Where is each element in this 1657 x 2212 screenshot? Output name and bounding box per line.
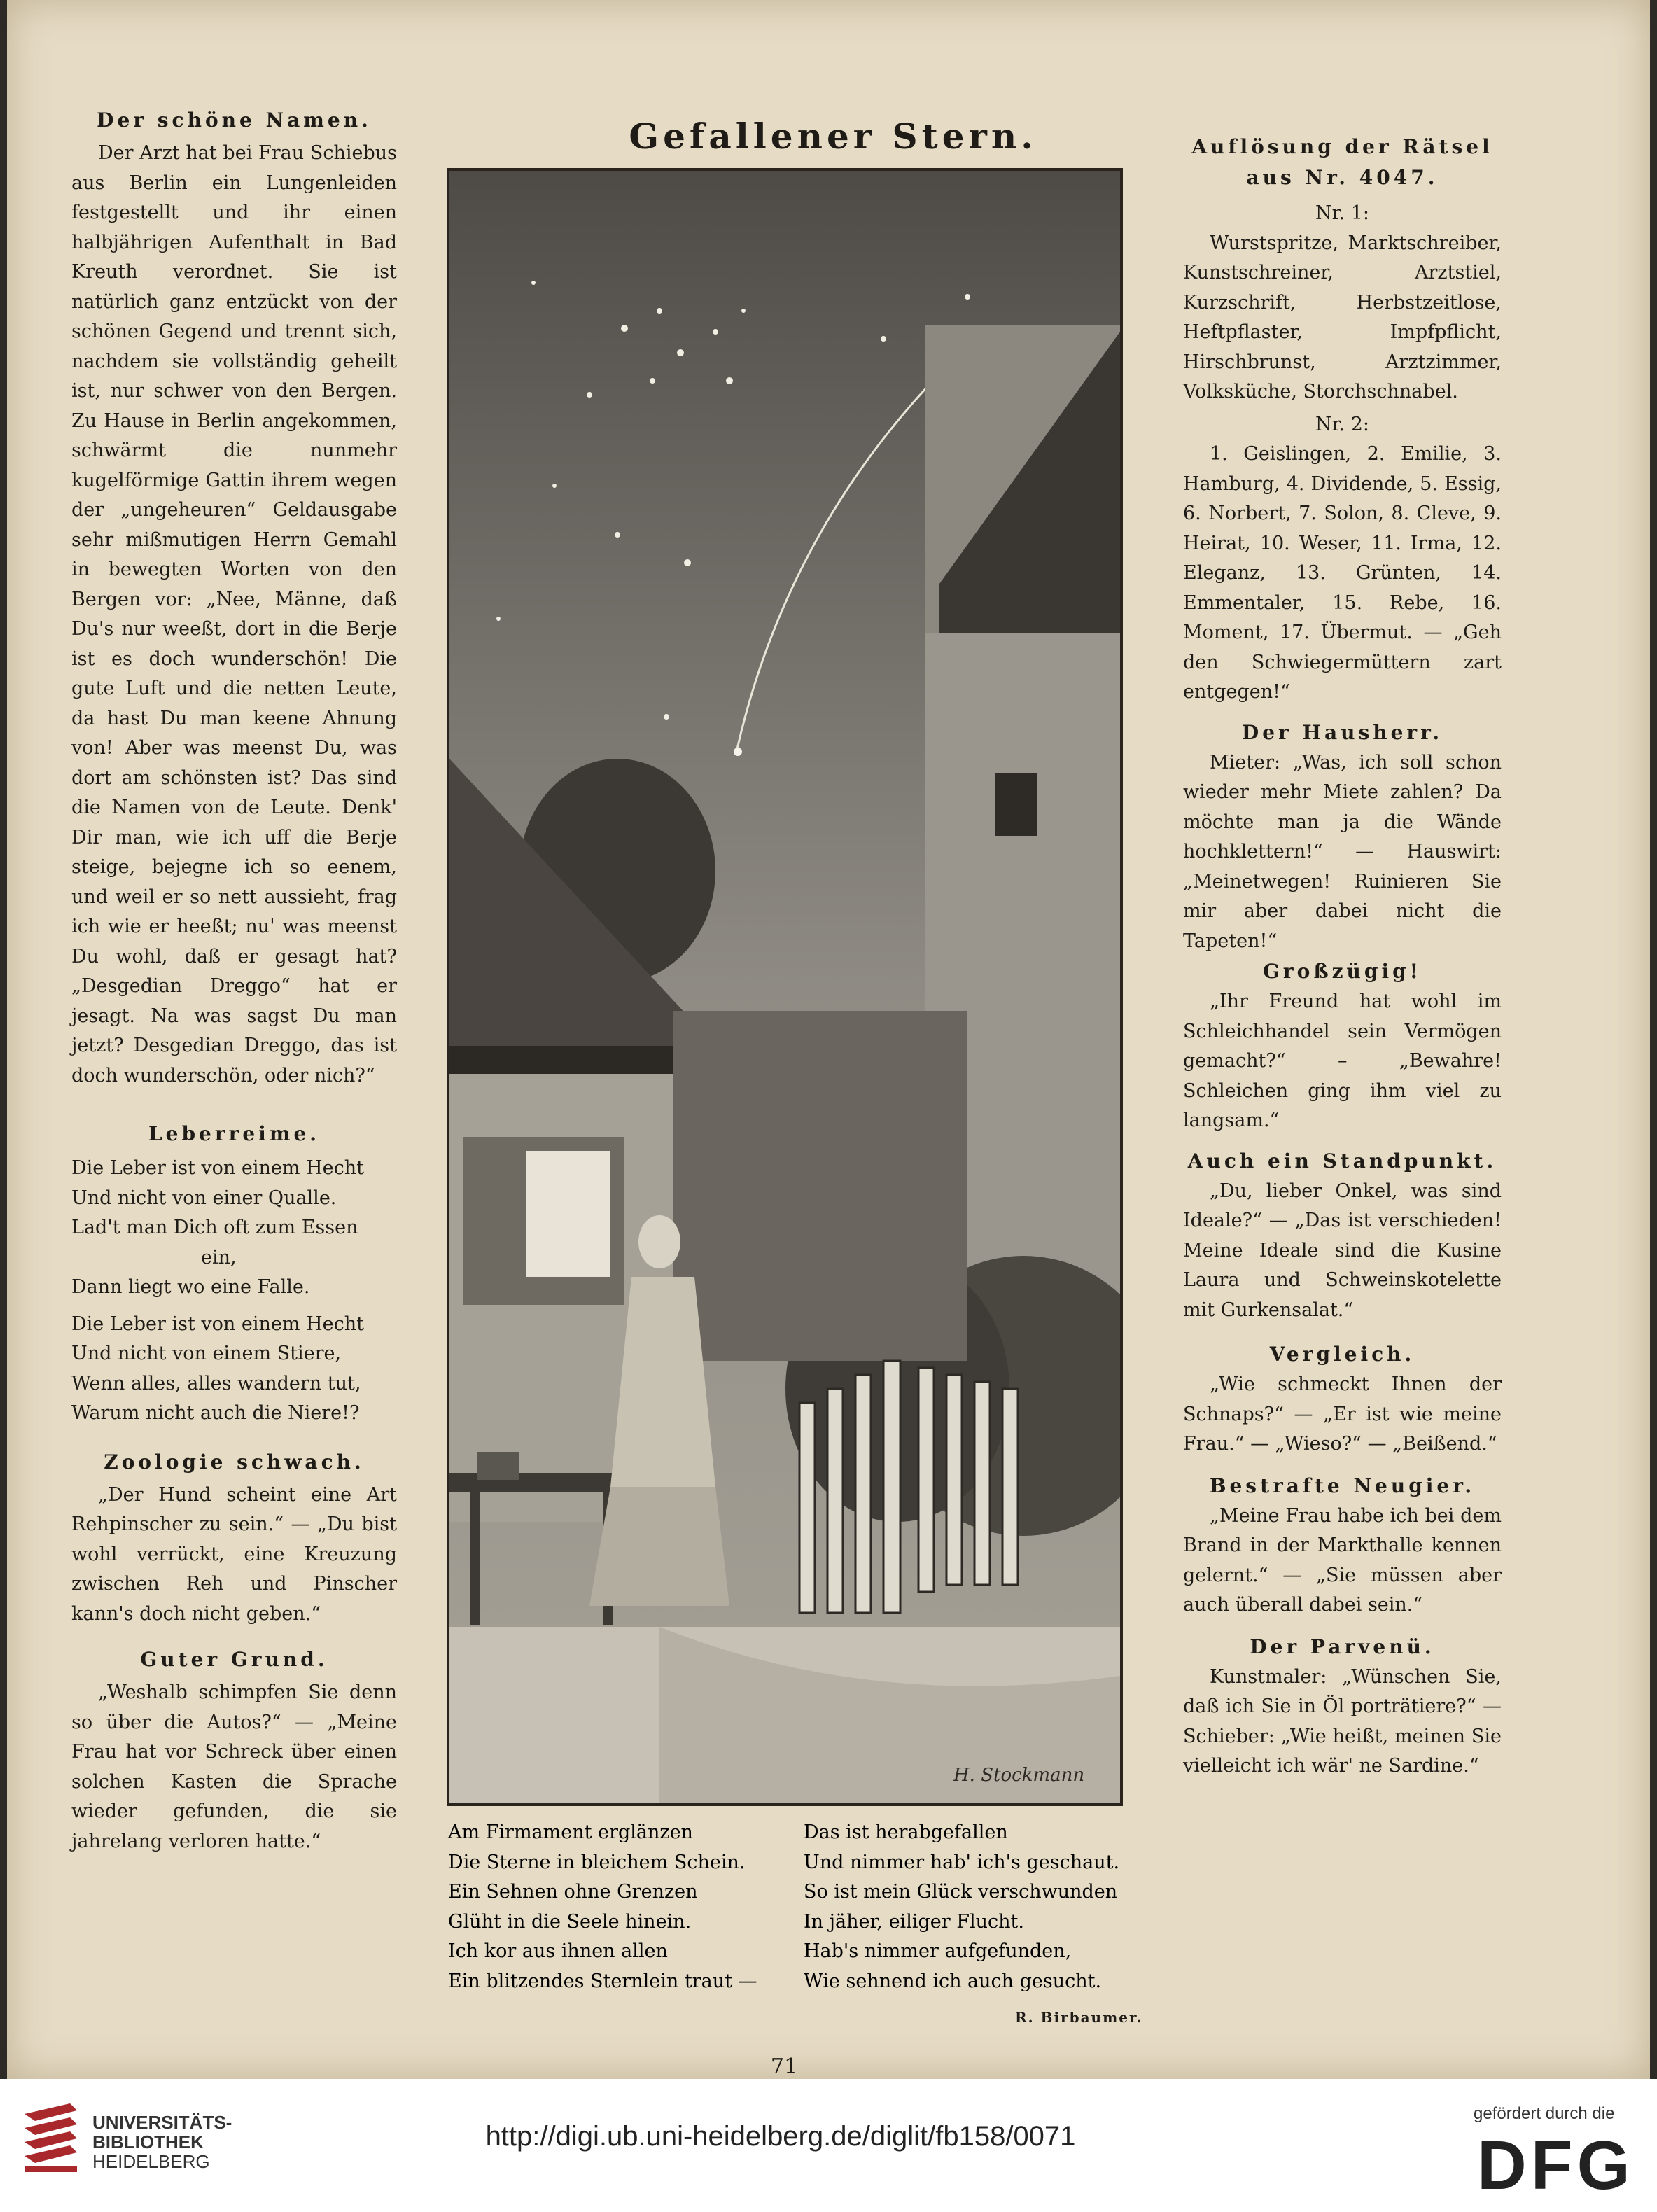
poem-line: Hab's nimmer aufgefunden, (804, 1940, 1072, 1962)
verse-block-2 (71, 1310, 397, 1429)
verse-line: Und nicht von einem Stiere, (71, 1343, 342, 1364)
text-grosszuegig: „Ihr Freund hat wohl im Schleichhandel sein Vermögen gemacht?“ – „Bewahre! Schleichen ging ihm viel zu langsam.“ (1183, 990, 1502, 1131)
verse-line: ein, (201, 1246, 237, 1268)
illustration (447, 168, 1123, 1806)
heading-zoologie: Zoologie schwach. (104, 1450, 365, 1474)
poem-line: Die Sterne in bleichem Schein. (448, 1851, 746, 1873)
permalink-url[interactable]: http://digi.ub.uni-heidelberg.de/diglit/fb158/0071 (485, 2121, 1076, 2152)
heading-parvenue: Der Parvenü. (1250, 1634, 1435, 1658)
heading-guter-grund: Guter Grund. (140, 1648, 328, 1671)
heading-hausherr: Der Hausherr. (1241, 720, 1443, 744)
poem-stanza-left (448, 1818, 757, 1996)
verse-line: Lad't man Dich oft zum Essen (71, 1217, 358, 1238)
poem-line: Das ist herabgefallen (804, 1821, 1008, 1843)
verse-line: Dann liegt wo eine Falle. (71, 1276, 310, 1298)
poem-line: In jäher, eiliger Flucht. (804, 1910, 1024, 1933)
illustration-signature: H. Stockmann (953, 1765, 1085, 1786)
riddle-label-2: Nr. 2: (1315, 413, 1369, 435)
verse-line: Die Leber ist von einem Hecht (71, 1157, 364, 1179)
right-column (1183, 132, 1502, 1782)
heading-grosszuegig: Großzügig! (1263, 960, 1422, 983)
library-line: BIBLIOTHEK (92, 2132, 204, 2152)
verse-line: Wenn alles, alles wandern tut, (71, 1372, 361, 1394)
dfg-logo[interactable]: DFG (1477, 2127, 1635, 2204)
text-zoologie: „Der Hund scheint eine Art Rehpinscher zu sein.“ — „Du bist wohl verrückt, eine Kreuzung zwischen Reh und Pinscher kann's doch nicht geben.“ (71, 1483, 397, 1625)
poem-line: Und nimmer hab' ich's geschaut. (804, 1851, 1120, 1873)
funded-by-label: gefördert durch die (1474, 2104, 1615, 2123)
text-standpunkt: „Du, lieber Onkel, was sind Ideale?“ — „Das ist verschieden! Meine Ideale sind die Kusine Laura und Schweinskotelette mit Gurkensalat.“ (1183, 1180, 1502, 1321)
heading-standpunkt: Auch ein Standpunkt. (1187, 1149, 1497, 1172)
verse-line: Und nicht von einer Qualle. (71, 1186, 337, 1209)
heading-aufloesung: Auflösung der Rätsel aus Nr. 4047. (1191, 135, 1493, 189)
riddle-solution-2: 1. Geislingen, 2. Emilie, 3. Hamburg, 4. Dividende, 5. Essig, 6. Norbert, 7. Solon, 8. Cleve, 9. Heirat, 10. Weser, 11. Irma, 12. Eleganz, 13. Grünten, 14. Emmentaler, 15. Rebe, 16. Moment, 17. Übermut. — „Geh den Schwiegermüttern zart entgegen!“ (1183, 443, 1502, 703)
text-hausherr: Mieter: „Was, ich soll schon wieder mehr Miete zahlen? Da möchte man ja die Wände hochklettern!“ — Hauswirt: „Meinetwegen! Ruinieren Sie mir aber dabei nicht die Tapeten!“ (1183, 751, 1502, 952)
heading-vergleich: Vergleich. (1269, 1343, 1415, 1366)
poem-line: Ich kor aus ihnen allen (448, 1940, 668, 1962)
library-name[interactable] (92, 2113, 232, 2171)
text-neugier: „Meine Frau habe ich bei dem Brand in der Markthalle kennen gelernt.“ — „Sie müssen aber auch überall dabei sein.“ (1183, 1504, 1502, 1616)
library-line: UNIVERSITÄTS- (92, 2112, 232, 2133)
poem-line: So ist mein Glück verschwunden (804, 1881, 1118, 1903)
poem-line: Ein Sehnen ohne Grenzen (448, 1881, 698, 1903)
verse-block-1 (71, 1154, 397, 1303)
text-guter-grund: „Weshalb schimpfen Sie denn so über die Autos?“ — „Meine Frau hat vor Schreck über einen solchen Kasten die Sprache wieder gefunden, die sie jahrelang verloren hatte.“ (71, 1681, 397, 1852)
verse-line: Warum nicht auch die Niere!? (71, 1402, 360, 1424)
left-column (71, 105, 397, 1856)
poem-line: Am Firmament erglänzen (448, 1821, 693, 1843)
heading-schoene-namen: Der schöne Namen. (97, 108, 372, 132)
night-scene-image (449, 171, 1120, 1803)
page-number: 71 (770, 2054, 798, 2079)
poem-line: Glüht in die Seele hinein. (448, 1910, 692, 1933)
riddle-solution-1: Wurstspritze, Marktschreiber, Kunstschreiner, Arztstiel, Kurzschrift, Herbstzeitlose, Heftpflaster, Impfpflicht, Hirschbrunst, Arztzimmer, Volksküche, Storchschnabel. (1183, 232, 1502, 402)
poem-author: R. Birbaumer. (1015, 2009, 1143, 2026)
heading-neugier: Bestrafte Neugier. (1209, 1474, 1476, 1497)
text-parvenue: Kunstmaler: „Wünschen Sie, daß ich Sie in Öl porträtiere?“ — Schieber: „Wie heißt, meinen Sie vielleicht ich wär' ne Sardine.“ (1183, 1665, 1502, 1777)
poem-line: Wie sehnend ich auch gesucht. (804, 1970, 1102, 1992)
library-line: HEIDELBERG (92, 2151, 210, 2172)
viewer-footer (0, 2079, 1657, 2212)
poem-stanza-right (804, 1818, 1119, 1996)
library-logo-icon[interactable] (18, 2100, 84, 2187)
scanned-page (7, 0, 1650, 2079)
riddle-label-1: Nr. 1: (1315, 202, 1369, 224)
heading-leberreime: Leberreime. (148, 1122, 321, 1145)
poem-line: Ein blitzendes Sternlein traut — (448, 1970, 757, 1992)
text-schoene-namen: Der Arzt hat bei Frau Schiebus aus Berlin ein Lungenleiden festgestellt und ihr einen halbjährigen Aufenthalt in Bad Kreuth verordnet. Sie ist natürlich ganz entzückt von der schönen Gegend und trennt sich, nachdem sie vollständig geheilt ist, nur schwer von den Bergen. Zu Hause in Berlin angekommen, schwärmt die nunmehr kugelförmige Gattin ihrem wegen der „ungeheuren“ Geldausgabe sehr mißmutigen Herrn Gemahl in bewegten Worten von den Bergen vor: „Nee, Männe, daß Du's nur weeßt, dort in die Berje ist es doch wunderschön! Die gute Luft und die netten Leute, da hast Du man keene Ahnung von! Aber was meenst Du, was dort am schönsten ist? Das sind die Namen von de Leute. Denk' Dir man, wie ich uff die Berje steige, bejegne ich so eenem, und weil er so nett aussieht, frag ich wie er heeßt; nu' was meenst Du wohl, daß er gesagt hat? „Desgedian Dreggo“ hat er jesagt. Na was sagst Du man jetzt? Desgedian Dreggo, das ist doch wunderschön, oder nich?“ (71, 142, 397, 1086)
poem-title: Gefallener Stern. (629, 115, 1037, 157)
text-vergleich: „Wie schmeckt Ihnen der Schnaps?“ — „Er ist wie meine Frau.“ — „Wieso?“ — „Beißend.“ (1183, 1373, 1502, 1455)
verse-line: Die Leber ist von einem Hecht (71, 1312, 364, 1335)
